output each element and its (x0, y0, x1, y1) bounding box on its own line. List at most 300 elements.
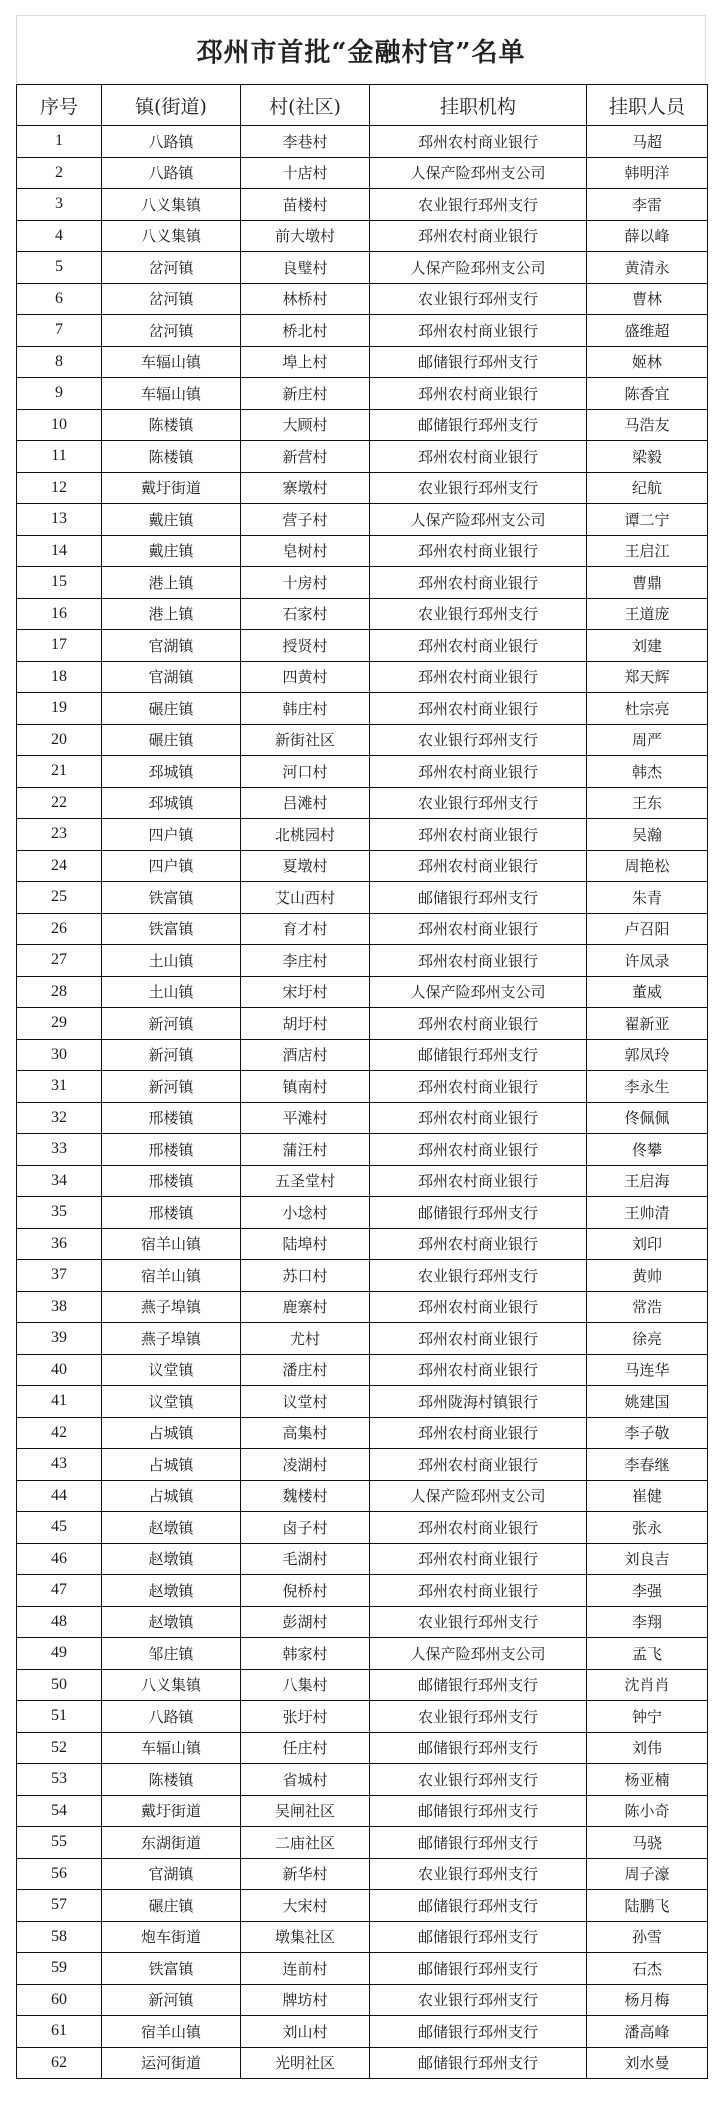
cell-index: 2 (17, 157, 102, 189)
cell-index: 3 (17, 189, 102, 221)
cell-person: 曹林 (587, 283, 708, 315)
table-row (17, 1858, 708, 1890)
cell-town: 宿羊山镇 (102, 1260, 241, 1292)
cell-person: 周严 (587, 724, 708, 756)
cell-institution: 邮储银行邳州支行 (370, 1921, 587, 1953)
cell-village: 魏楼村 (241, 1480, 370, 1512)
table-row (17, 598, 708, 630)
cell-person: 李春继 (587, 1449, 708, 1481)
table-row (17, 1543, 708, 1575)
cell-institution: 人保产险邳州支公司 (370, 504, 587, 536)
cell-index: 30 (17, 1039, 102, 1071)
cell-town: 岔河镇 (102, 252, 241, 284)
cell-index: 62 (17, 2047, 102, 2079)
table-row (17, 2016, 708, 2048)
cell-person: 薛以峰 (587, 220, 708, 252)
cell-person: 石杰 (587, 1953, 708, 1985)
table-row (17, 1795, 708, 1827)
cell-index: 42 (17, 1417, 102, 1449)
cell-institution: 人保产险邳州支公司 (370, 1638, 587, 1670)
cell-town: 碾庄镇 (102, 724, 241, 756)
table-row (17, 976, 708, 1008)
cell-village: 苏口村 (241, 1260, 370, 1292)
cell-village: 四黄村 (241, 661, 370, 693)
cell-village: 新营村 (241, 441, 370, 473)
table-row (17, 1732, 708, 1764)
cell-village: 新华村 (241, 1858, 370, 1890)
cell-index: 13 (17, 504, 102, 536)
cell-institution: 农业银行邳州支行 (370, 1858, 587, 1890)
cell-institution: 农业银行邳州支行 (370, 1606, 587, 1638)
cell-institution: 邮储银行邳州支行 (370, 409, 587, 441)
cell-index: 22 (17, 787, 102, 819)
table-row (17, 1197, 708, 1229)
cell-village: 河口村 (241, 756, 370, 788)
cell-village: 彭湖村 (241, 1606, 370, 1638)
cell-person: 陈小奇 (587, 1795, 708, 1827)
cell-town: 土山镇 (102, 945, 241, 977)
table-body (17, 126, 708, 2079)
cell-index: 52 (17, 1732, 102, 1764)
cell-village: 墩集社区 (241, 1921, 370, 1953)
cell-index: 60 (17, 1984, 102, 2016)
cell-village: 倪桥村 (241, 1575, 370, 1607)
cell-institution: 邮储银行邳州支行 (370, 1890, 587, 1922)
table-row (17, 1228, 708, 1260)
cell-town: 港上镇 (102, 598, 241, 630)
cell-village: 艾山西村 (241, 882, 370, 914)
cell-town: 戴圩街道 (102, 1795, 241, 1827)
cell-person: 周子濠 (587, 1858, 708, 1890)
cell-village: 二庙社区 (241, 1827, 370, 1859)
cell-town: 占城镇 (102, 1480, 241, 1512)
cell-institution: 邳州陇海村镇银行 (370, 1386, 587, 1418)
cell-person: 孟飞 (587, 1638, 708, 1670)
table-row (17, 1134, 708, 1166)
cell-person: 王东 (587, 787, 708, 819)
table-row (17, 1008, 708, 1040)
cell-town: 新河镇 (102, 1039, 241, 1071)
cell-person: 郑天辉 (587, 661, 708, 693)
cell-person: 姚建国 (587, 1386, 708, 1418)
table-header-row (17, 85, 708, 126)
cell-index: 9 (17, 378, 102, 410)
cell-town: 四户镇 (102, 850, 241, 882)
cell-institution: 邳州农村商业银行 (370, 1512, 587, 1544)
cell-index: 40 (17, 1354, 102, 1386)
cell-institution: 邳州农村商业银行 (370, 1165, 587, 1197)
cell-institution: 邮储银行邳州支行 (370, 1732, 587, 1764)
cell-institution: 邮储银行邳州支行 (370, 1953, 587, 1985)
cell-town: 邢楼镇 (102, 1197, 241, 1229)
header-person: 挂职人员 (587, 85, 708, 126)
cell-person: 谭二宁 (587, 504, 708, 536)
cell-town: 八义集镇 (102, 1669, 241, 1701)
cell-village: 蒲汪村 (241, 1134, 370, 1166)
cell-person: 陈香宜 (587, 378, 708, 410)
cell-person: 王道庞 (587, 598, 708, 630)
cell-village: 小埝村 (241, 1197, 370, 1229)
table-row (17, 409, 708, 441)
cell-index: 10 (17, 409, 102, 441)
cell-village: 牌坊村 (241, 1984, 370, 2016)
cell-institution: 人保产险邳州支公司 (370, 252, 587, 284)
cell-index: 7 (17, 315, 102, 347)
cell-index: 28 (17, 976, 102, 1008)
table-row (17, 1354, 708, 1386)
cell-index: 16 (17, 598, 102, 630)
table-row (17, 189, 708, 221)
cell-town: 邳城镇 (102, 787, 241, 819)
cell-town: 官湖镇 (102, 1858, 241, 1890)
table-row (17, 724, 708, 756)
cell-village: 张圩村 (241, 1701, 370, 1733)
cell-index: 5 (17, 252, 102, 284)
cell-institution: 农业银行邳州支行 (370, 283, 587, 315)
cell-institution: 邮储银行邳州支行 (370, 1039, 587, 1071)
cell-town: 新河镇 (102, 1071, 241, 1103)
cell-village: 石家村 (241, 598, 370, 630)
cell-village: 毛湖村 (241, 1543, 370, 1575)
cell-village: 李巷村 (241, 126, 370, 158)
table-row (17, 945, 708, 977)
header-institution: 挂职机构 (370, 85, 587, 126)
cell-village: 吕滩村 (241, 787, 370, 819)
cell-village: 卤子村 (241, 1512, 370, 1544)
document-title: 邳州市首批“金融村官”名单 (196, 37, 526, 68)
cell-index: 29 (17, 1008, 102, 1040)
cell-institution: 邳州农村商业银行 (370, 378, 587, 410)
cell-village: 授贤村 (241, 630, 370, 662)
table-row (17, 220, 708, 252)
table-row (17, 1575, 708, 1607)
cell-person: 韩明洋 (587, 157, 708, 189)
table-row (17, 693, 708, 725)
cell-person: 徐亮 (587, 1323, 708, 1355)
cell-index: 44 (17, 1480, 102, 1512)
cell-index: 24 (17, 850, 102, 882)
table-row (17, 157, 708, 189)
cell-village: 平滩村 (241, 1102, 370, 1134)
table-row (17, 630, 708, 662)
cell-institution: 邳州农村商业银行 (370, 1354, 587, 1386)
table-row (17, 504, 708, 536)
table-row (17, 1386, 708, 1418)
cell-person: 黄清永 (587, 252, 708, 284)
cell-person: 杨月梅 (587, 1984, 708, 2016)
table-row (17, 441, 708, 473)
cell-person: 卢召阳 (587, 913, 708, 945)
cell-institution: 邳州农村商业银行 (370, 1323, 587, 1355)
cell-index: 34 (17, 1165, 102, 1197)
table-row (17, 756, 708, 788)
cell-person: 黄帅 (587, 1260, 708, 1292)
cell-town: 燕子埠镇 (102, 1323, 241, 1355)
cell-village: 尤村 (241, 1323, 370, 1355)
table-row (17, 1512, 708, 1544)
cell-institution: 邮储银行邳州支行 (370, 1795, 587, 1827)
table-row (17, 1260, 708, 1292)
table-row (17, 661, 708, 693)
cell-town: 港上镇 (102, 567, 241, 599)
cell-town: 铁富镇 (102, 882, 241, 914)
cell-village: 议堂村 (241, 1386, 370, 1418)
cell-town: 陈楼镇 (102, 1764, 241, 1796)
cell-town: 赵墩镇 (102, 1575, 241, 1607)
cell-institution: 邳州农村商业银行 (370, 756, 587, 788)
cell-town: 四户镇 (102, 819, 241, 851)
cell-person: 翟新亚 (587, 1008, 708, 1040)
cell-index: 4 (17, 220, 102, 252)
cell-village: 十店村 (241, 157, 370, 189)
cell-index: 56 (17, 1858, 102, 1890)
title-box (16, 15, 706, 84)
cell-person: 曹鼎 (587, 567, 708, 599)
cell-town: 邢楼镇 (102, 1134, 241, 1166)
cell-person: 王启江 (587, 535, 708, 567)
table-row (17, 850, 708, 882)
cell-person: 王帅清 (587, 1197, 708, 1229)
cell-town: 议堂镇 (102, 1354, 241, 1386)
table-row (17, 1953, 708, 1985)
cell-institution: 农业银行邳州支行 (370, 189, 587, 221)
cell-village: 镇南村 (241, 1071, 370, 1103)
cell-person: 郭凤玲 (587, 1039, 708, 1071)
cell-town: 车辐山镇 (102, 378, 241, 410)
cell-village: 胡圩村 (241, 1008, 370, 1040)
cell-institution: 邳州农村商业银行 (370, 1575, 587, 1607)
cell-institution: 邮储银行邳州支行 (370, 346, 587, 378)
cell-village: 桥北村 (241, 315, 370, 347)
cell-institution: 邳州农村商业银行 (370, 661, 587, 693)
cell-index: 58 (17, 1921, 102, 1953)
cell-village: 营子村 (241, 504, 370, 536)
cell-village: 鹿寨村 (241, 1291, 370, 1323)
cell-town: 车辐山镇 (102, 346, 241, 378)
cell-person: 韩杰 (587, 756, 708, 788)
table-row (17, 1638, 708, 1670)
table-row (17, 535, 708, 567)
table-row (17, 252, 708, 284)
cell-village: 五圣堂村 (241, 1165, 370, 1197)
cell-institution: 邳州农村商业银行 (370, 1543, 587, 1575)
cell-town: 八义集镇 (102, 220, 241, 252)
cell-person: 李翔 (587, 1606, 708, 1638)
cell-institution: 邳州农村商业银行 (370, 1228, 587, 1260)
cell-index: 38 (17, 1291, 102, 1323)
cell-town: 官湖镇 (102, 661, 241, 693)
cell-index: 50 (17, 1669, 102, 1701)
cell-index: 32 (17, 1102, 102, 1134)
cell-person: 许凤录 (587, 945, 708, 977)
cell-village: 任庄村 (241, 1732, 370, 1764)
table-row (17, 126, 708, 158)
table-row (17, 346, 708, 378)
cell-institution: 邳州农村商业银行 (370, 1449, 587, 1481)
cell-institution: 邳州农村商业银行 (370, 315, 587, 347)
cell-village: 省城村 (241, 1764, 370, 1796)
cell-institution: 邳州农村商业银行 (370, 630, 587, 662)
cell-village: 韩庄村 (241, 693, 370, 725)
cell-institution: 邮储银行邳州支行 (370, 882, 587, 914)
cell-person: 朱青 (587, 882, 708, 914)
cell-institution: 邳州农村商业银行 (370, 1291, 587, 1323)
cell-index: 46 (17, 1543, 102, 1575)
table-row (17, 1323, 708, 1355)
cell-town: 运河街道 (102, 2047, 241, 2079)
cell-person: 李雷 (587, 189, 708, 221)
cell-village: 皂树村 (241, 535, 370, 567)
cell-village: 新庄村 (241, 378, 370, 410)
cell-institution: 邳州农村商业银行 (370, 441, 587, 473)
cell-institution: 邳州农村商业银行 (370, 693, 587, 725)
cell-village: 陆埠村 (241, 1228, 370, 1260)
cell-person: 马连华 (587, 1354, 708, 1386)
table-row (17, 1291, 708, 1323)
cell-town: 铁富镇 (102, 1953, 241, 1985)
table-row (17, 315, 708, 347)
cell-town: 邢楼镇 (102, 1102, 241, 1134)
table-row (17, 1984, 708, 2016)
cell-village: 育才村 (241, 913, 370, 945)
cell-person: 马超 (587, 126, 708, 158)
cell-institution: 邳州农村商业银行 (370, 567, 587, 599)
cell-institution: 农业银行邳州支行 (370, 724, 587, 756)
header-village: 村(社区) (241, 85, 370, 126)
cell-institution: 人保产险邳州支公司 (370, 1480, 587, 1512)
cell-institution: 邳州农村商业银行 (370, 913, 587, 945)
cell-index: 27 (17, 945, 102, 977)
cell-town: 邹庄镇 (102, 1638, 241, 1670)
cell-institution: 农业银行邳州支行 (370, 1260, 587, 1292)
cell-village: 寨墩村 (241, 472, 370, 504)
cell-person: 马浩友 (587, 409, 708, 441)
cell-town: 占城镇 (102, 1417, 241, 1449)
table-row (17, 1449, 708, 1481)
cell-index: 11 (17, 441, 102, 473)
cell-person: 马骁 (587, 1827, 708, 1859)
cell-index: 57 (17, 1890, 102, 1922)
cell-institution: 人保产险邳州支公司 (370, 157, 587, 189)
cell-institution: 邮储银行邳州支行 (370, 1197, 587, 1229)
cell-town: 八义集镇 (102, 189, 241, 221)
cell-town: 碾庄镇 (102, 693, 241, 725)
cell-person: 纪航 (587, 472, 708, 504)
table-row (17, 567, 708, 599)
cell-town: 新河镇 (102, 1008, 241, 1040)
cell-institution: 邮储银行邳州支行 (370, 1827, 587, 1859)
cell-town: 燕子埠镇 (102, 1291, 241, 1323)
cell-town: 东湖街道 (102, 1827, 241, 1859)
cell-index: 18 (17, 661, 102, 693)
cell-person: 刘伟 (587, 1732, 708, 1764)
cell-person: 盛维超 (587, 315, 708, 347)
cell-town: 陈楼镇 (102, 409, 241, 441)
cell-person: 王启海 (587, 1165, 708, 1197)
cell-institution: 邳州农村商业银行 (370, 1102, 587, 1134)
cell-town: 赵墩镇 (102, 1606, 241, 1638)
table-row (17, 1764, 708, 1796)
cell-institution: 农业银行邳州支行 (370, 1984, 587, 2016)
cell-institution: 邳州农村商业银行 (370, 535, 587, 567)
cell-institution: 邳州农村商业银行 (370, 1008, 587, 1040)
cell-index: 21 (17, 756, 102, 788)
cell-institution: 农业银行邳州支行 (370, 1701, 587, 1733)
cell-village: 吴闸社区 (241, 1795, 370, 1827)
cell-town: 戴圩街道 (102, 472, 241, 504)
cell-town: 赵墩镇 (102, 1543, 241, 1575)
cell-person: 梁毅 (587, 441, 708, 473)
cell-index: 8 (17, 346, 102, 378)
cell-index: 54 (17, 1795, 102, 1827)
cell-person: 刘水曼 (587, 2047, 708, 2079)
cell-index: 47 (17, 1575, 102, 1607)
table-row (17, 1606, 708, 1638)
cell-village: 酒店村 (241, 1039, 370, 1071)
cell-index: 35 (17, 1197, 102, 1229)
cell-village: 李庄村 (241, 945, 370, 977)
cell-person: 姬林 (587, 346, 708, 378)
table-row (17, 378, 708, 410)
cell-index: 43 (17, 1449, 102, 1481)
table-row (17, 882, 708, 914)
cell-village: 前大墩村 (241, 220, 370, 252)
cell-index: 15 (17, 567, 102, 599)
cell-institution: 邮储银行邳州支行 (370, 1669, 587, 1701)
cell-index: 53 (17, 1764, 102, 1796)
table-row (17, 1165, 708, 1197)
official-list-table (16, 84, 708, 2079)
header-town: 镇(街道) (102, 85, 241, 126)
cell-institution: 邳州农村商业银行 (370, 850, 587, 882)
cell-index: 17 (17, 630, 102, 662)
cell-town: 新河镇 (102, 1984, 241, 2016)
cell-person: 钟宁 (587, 1701, 708, 1733)
cell-institution: 农业银行邳州支行 (370, 598, 587, 630)
cell-town: 占城镇 (102, 1449, 241, 1481)
cell-person: 陆鹏飞 (587, 1890, 708, 1922)
cell-town: 炮车街道 (102, 1921, 241, 1953)
cell-index: 39 (17, 1323, 102, 1355)
table-row (17, 819, 708, 851)
cell-town: 车辐山镇 (102, 1732, 241, 1764)
cell-village: 大顾村 (241, 409, 370, 441)
cell-index: 26 (17, 913, 102, 945)
cell-person: 李永生 (587, 1071, 708, 1103)
cell-town: 八路镇 (102, 1701, 241, 1733)
cell-village: 夏墩村 (241, 850, 370, 882)
cell-town: 土山镇 (102, 976, 241, 1008)
cell-person: 崔健 (587, 1480, 708, 1512)
cell-person: 周艳松 (587, 850, 708, 882)
cell-village: 凌湖村 (241, 1449, 370, 1481)
cell-town: 八路镇 (102, 157, 241, 189)
cell-index: 45 (17, 1512, 102, 1544)
cell-town: 岔河镇 (102, 315, 241, 347)
cell-person: 沈肖肖 (587, 1669, 708, 1701)
cell-institution: 邳州农村商业银行 (370, 220, 587, 252)
table-row (17, 1417, 708, 1449)
cell-person: 李子敬 (587, 1417, 708, 1449)
cell-town: 邢楼镇 (102, 1165, 241, 1197)
cell-town: 碾庄镇 (102, 1890, 241, 1922)
cell-person: 杜宗亮 (587, 693, 708, 725)
cell-institution: 人保产险邳州支公司 (370, 976, 587, 1008)
table-row (17, 913, 708, 945)
table-row (17, 1102, 708, 1134)
cell-index: 55 (17, 1827, 102, 1859)
cell-village: 大宋村 (241, 1890, 370, 1922)
